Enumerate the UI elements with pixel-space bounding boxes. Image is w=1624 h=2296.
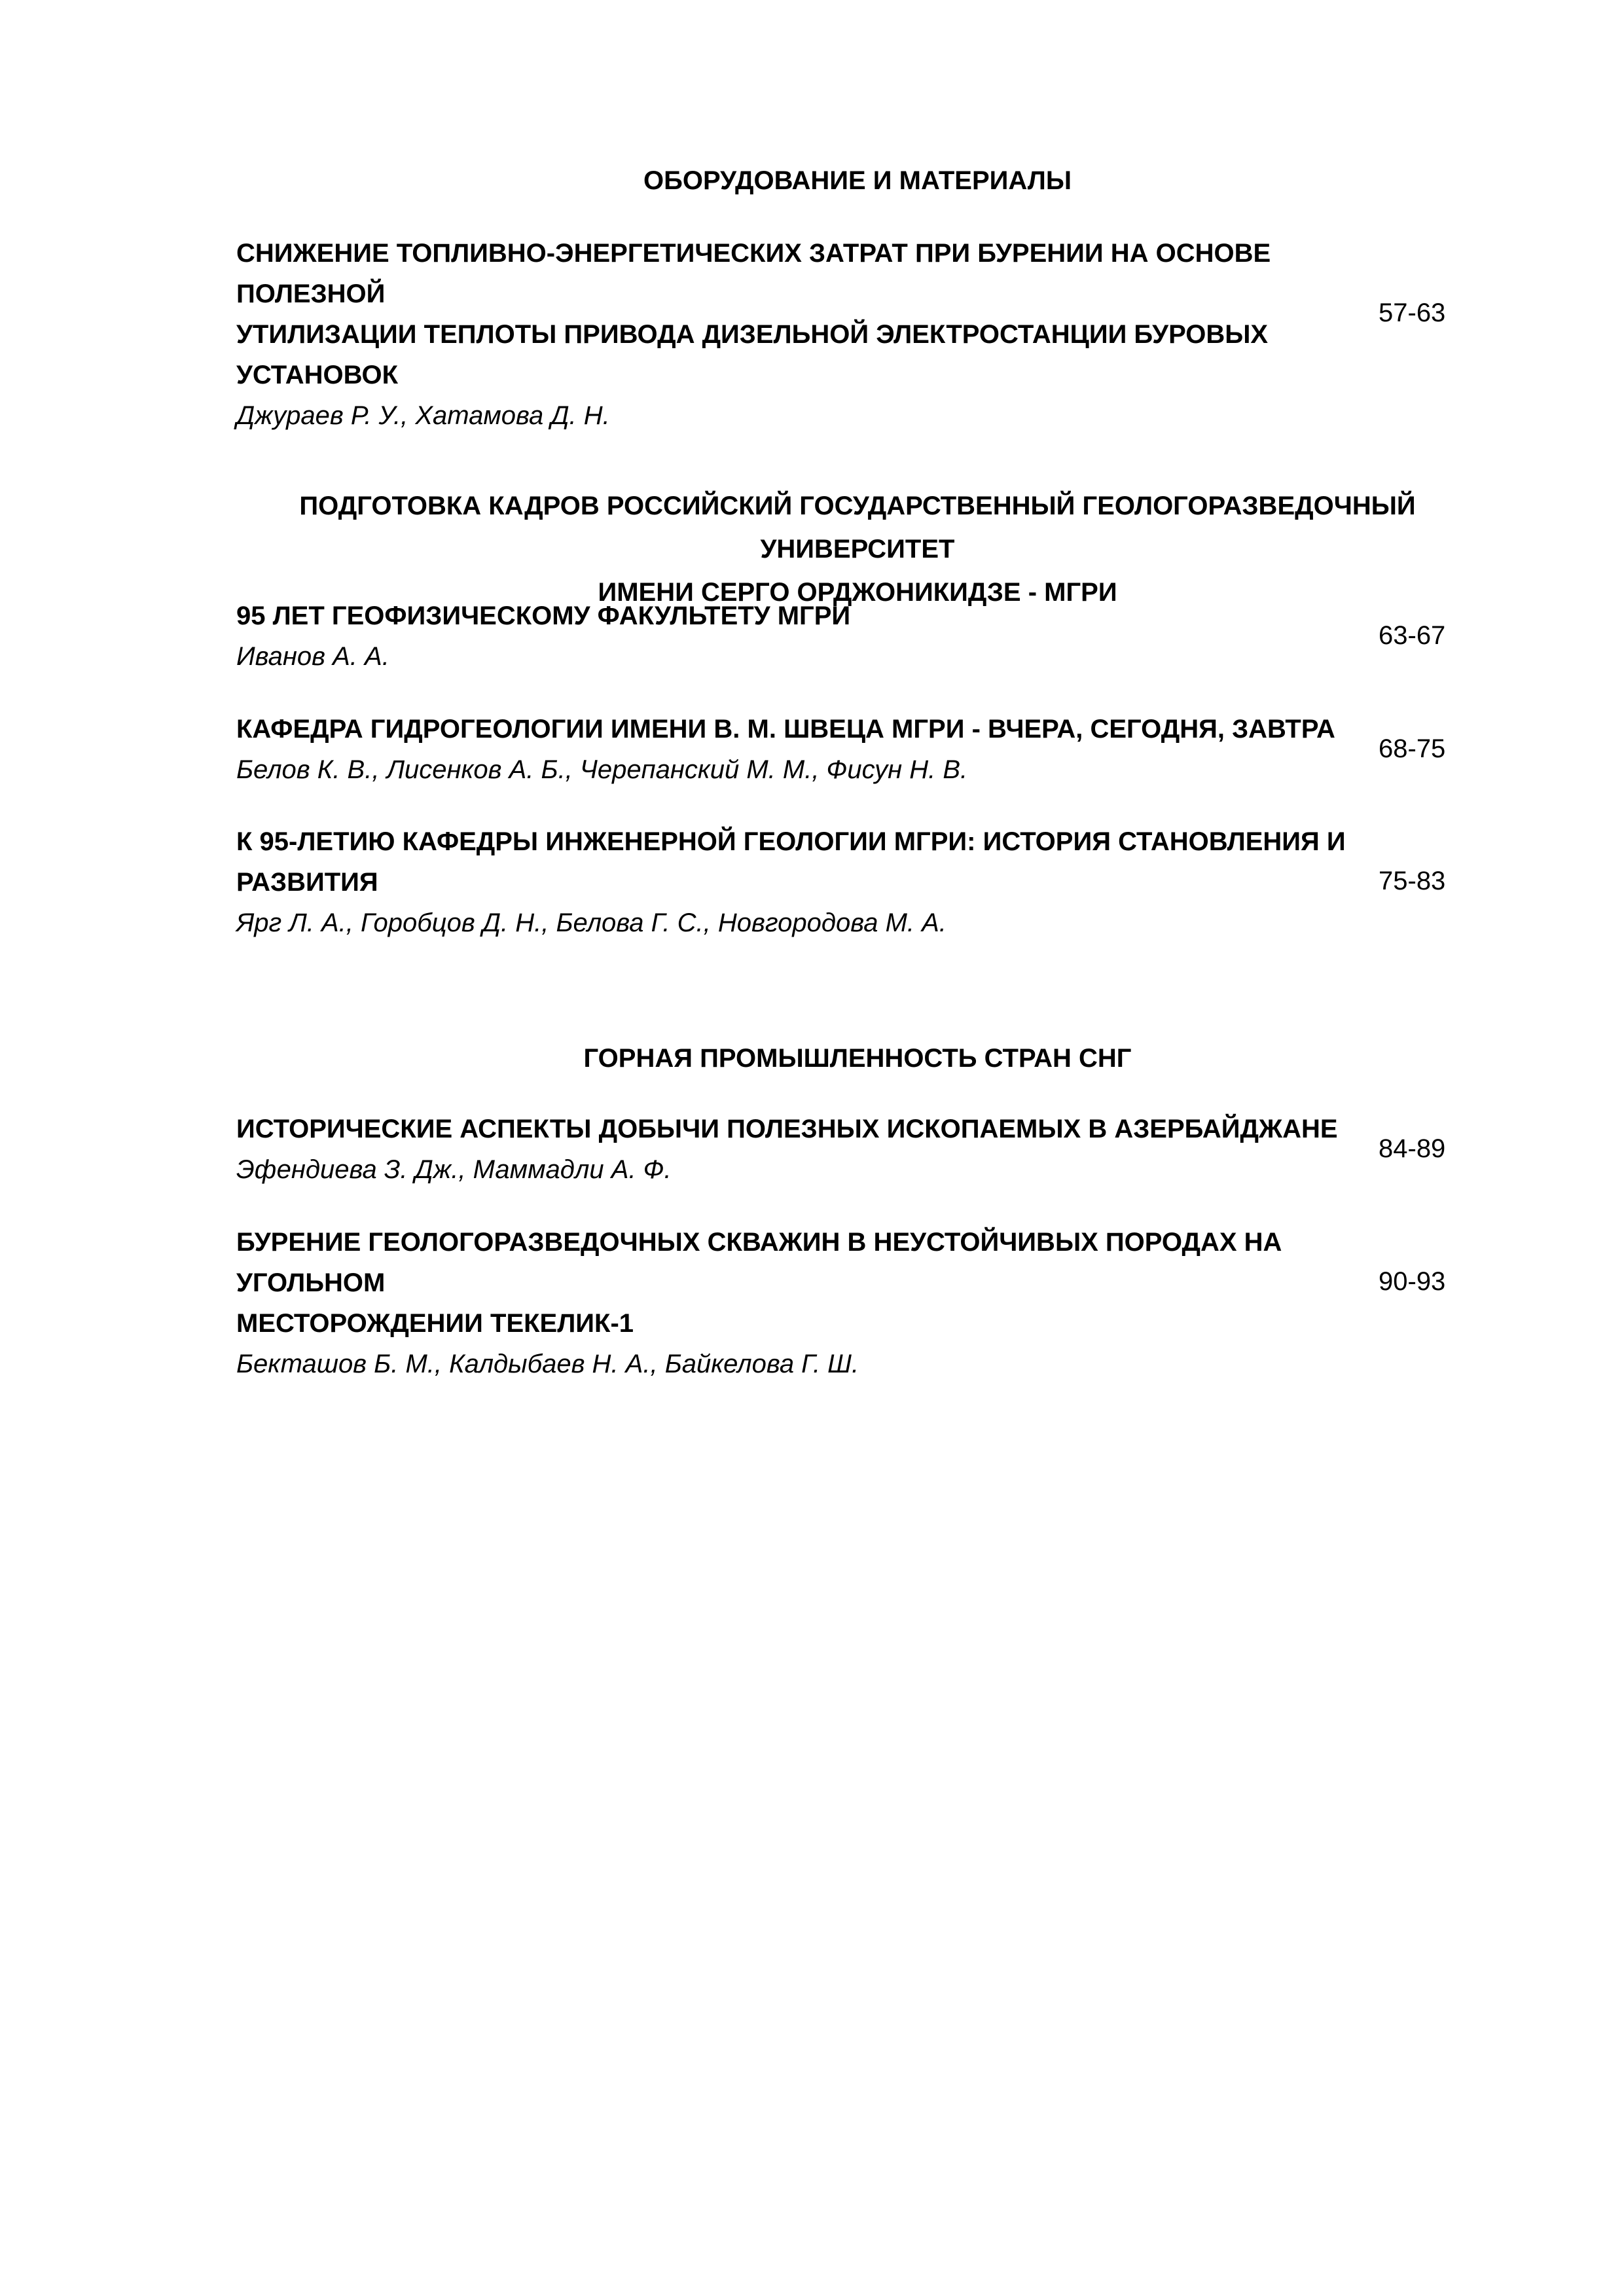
section-heading-line: ИМЕНИ СЕРГО ОРДЖОНИКИДЗЕ - МГРИ (598, 578, 1117, 607)
section-heading (223, 1037, 1492, 1080)
toc-entry (236, 233, 1480, 436)
page-range: 63-67 (1379, 621, 1446, 650)
article-authors: Джураев Р. У., Хатамова Д. Н. (236, 401, 610, 430)
toc-entry (236, 709, 1480, 790)
section-heading-line: ГОРНАЯ ПРОМЫШЛЕННОСТЬ СТРАН СНГ (583, 1044, 1132, 1073)
page-range: 90-93 (1379, 1267, 1446, 1296)
page-range: 75-83 (1379, 867, 1446, 895)
toc-entry (236, 1222, 1480, 1384)
article-title-line: БУРЕНИЕ ГЕОЛОГОРАЗВЕДОЧНЫХ СКВАЖИН В НЕУСТОЙЧИВЫХ ПОРОДАХ НА УГОЛЬНОМ (236, 1228, 1282, 1297)
article-authors: Эфендиева З. Дж., Маммадли А. Ф. (236, 1155, 672, 1184)
toc-entry (236, 596, 1480, 677)
article-authors: Иванов А. А. (236, 642, 389, 671)
section-heading-line: ОБОРУДОВАНИЕ И МАТЕРИАЛЫ (643, 166, 1072, 195)
article-title (236, 233, 1408, 395)
article-title-line: УТИЛИЗАЦИИ ТЕПЛОТЫ ПРИВОДА ДИЗЕЛЬНОЙ ЭЛЕКТРОСТАНЦИИ БУРОВЫХ (236, 320, 1269, 349)
article-title-line: К 95-ЛЕТИЮ КАФЕДРЫ ИНЖЕНЕРНОЙ ГЕОЛОГИИ МГРИ: ИСТОРИЯ СТАНОВЛЕНИЯ И (236, 827, 1346, 856)
page-range: 84-89 (1379, 1134, 1446, 1163)
article-title-line: УСТАНОВОК (236, 361, 398, 389)
article-title-line: МЕСТОРОЖДЕНИИ ТЕКЕЛИК-1 (236, 1309, 634, 1338)
article-title-line: 95 ЛЕТ ГЕОФИЗИЧЕСКОМУ ФАКУЛЬТЕТУ МГРИ (236, 601, 851, 630)
article-title (236, 1109, 1408, 1149)
article-authors: Ярг Л. А., Горобцов Д. Н., Белова Г. С., Новгородова М. А. (236, 908, 947, 937)
article-title (236, 596, 1408, 636)
toc-entry (236, 821, 1480, 943)
section-heading (223, 159, 1492, 202)
article-title (236, 709, 1408, 749)
section-heading-line: ПОДГОТОВКА КАДРОВ РОССИЙСКИЙ ГОСУДАРСТВЕННЫЙ ГЕОЛОГОРАЗВЕДОЧНЫЙ УНИВЕРСИТЕТ (299, 492, 1416, 564)
section-heading (223, 484, 1492, 614)
article-title (236, 1222, 1408, 1344)
toc-entry (236, 1109, 1480, 1190)
article-authors: Белов К. В., Лисенков А. Б., Черепанский М. М., Фисун Н. В. (236, 755, 968, 784)
article-title-line: ИСТОРИЧЕСКИЕ АСПЕКТЫ ДОБЫЧИ ПОЛЕЗНЫХ ИСКОПАЕМЫХ В АЗЕРБАЙДЖАНЕ (236, 1115, 1338, 1143)
article-authors: Бекташов Б. М., Калдыбаев Н. А., Байкелова Г. Ш. (236, 1350, 859, 1378)
article-title-line: РАЗВИТИЯ (236, 868, 378, 897)
page-range: 68-75 (1379, 734, 1446, 763)
article-title-line: КАФЕДРА ГИДРОГЕОЛОГИИ ИМЕНИ В. М. ШВЕЦА МГРИ - ВЧЕРА, СЕГОДНЯ, ЗАВТРА (236, 715, 1335, 744)
article-title-line: СНИЖЕНИЕ ТОПЛИВНО-ЭНЕРГЕТИЧЕСКИХ ЗАТРАТ ПРИ БУРЕНИИ НА ОСНОВЕ ПОЛЕЗНОЙ (236, 239, 1271, 308)
article-title (236, 821, 1408, 903)
page-range: 57-63 (1379, 298, 1446, 327)
